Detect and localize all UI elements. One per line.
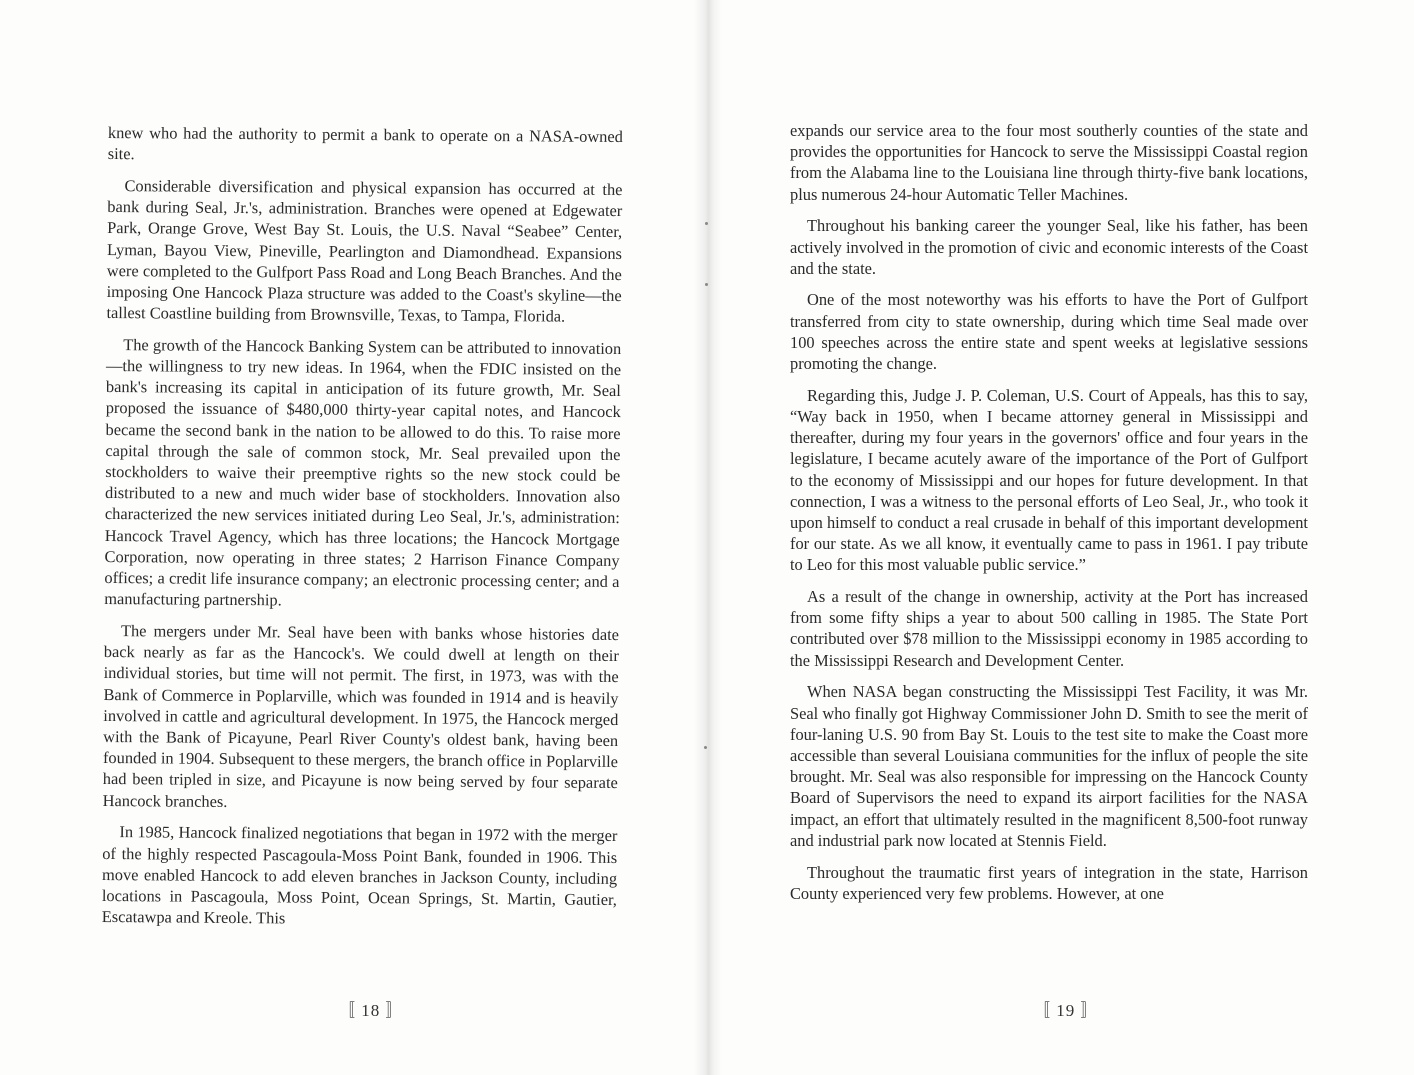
paragraph: One of the most noteworthy was his efforts to have the Port of Gulfport transferred from city to state ownership, during which time Seal made over 100 speeches across the entire state and spent weeks at legislative sessions promoting the change. [790, 290, 1308, 374]
right-page-text [790, 120, 1308, 914]
paragraph: When NASA began constructing the Mississippi Test Facility, it was Mr. Seal who finally got Highway Commissioner John D. Smith to see the merit of four-laning U.S. 90 from Bay St. Louis to the test site to make the Coast more accessible than several Louisiana communities for the influx of people the site brought. Mr. Seal was also responsible for impressing on the Hancock County Board of Supervisors the need to expand its airport facilities for the NASA impact, an effort that ultimately resulted in the magnificent 8,500-foot runway and industrial park now located at Stennis Field. [790, 682, 1308, 850]
paper-speck [705, 283, 708, 286]
paragraph: The mergers under Mr. Seal have been with banks whose histories date back nearly as far as the Hancock's. We could dwell at length on their individual stories, but time will not permit. The first, in 1973, was with the Bank of Commerce in Poplarville, which was founded in 1914 and is heavily involved in cattle and agricultural development. In 1975, the Hancock merged with the Bank of Picayune, Pearl River County's oldest bank, having been founded in 1904. Subsequent to these mergers, the branch office in Poplarville had been tripled in size, and Picayune is now being served by four separate Hancock branches. [102, 621, 620, 811]
page-number: 〚 19 〛 [1033, 1001, 1099, 1020]
left-page-text [102, 122, 623, 942]
paragraph: The growth of the Hancock Banking System can be attributed to innovation—the willingness to try new ideas. In 1964, when the FDIC insisted on the bank's increasing its capital in anticipation of its future growth, Mr. Seal proposed the issuance of $480,000 thirty-year capital notes, and Hancock became the second bank in the nation to be allowed to do this. To raise more capital through the sale of common stock, Mr. Seal prevailed upon the stockholders to waive their preemptive rights so the new stock could be distributed to a new and much wider base of stockholders. Innovation also characterized the new services initiated during Leo Seal, Jr.'s, administration: Hancock Travel Agency, which has three locations; the Hancock Mortgage Corporation, now operating in three states; 2 Harrison Finance Company offices; a credit life insurance company; an electronic processing center; and a manufacturing partnership. [104, 334, 622, 610]
paragraph: knew who had the authority to permit a bank to operate on a NASA-owned site. [107, 122, 623, 164]
paragraph: Throughout the traumatic first years of integration in the state, Harrison County experienced very few problems. However, at one [790, 862, 1308, 903]
left-page [0, 0, 706, 1075]
paragraph: In 1985, Hancock finalized negotiations that began in 1972 with the merger of the highly respected Pascagoula-Moss Point Bank, founded in 1906. This move enabled Hancock to add eleven branches in Jackson County, including locations in Pascagoula, Moss Point, Ocean Springs, St. Martin, Gautier, Escatawpa and Kreole. This [101, 822, 618, 928]
paper-speck [704, 746, 707, 749]
book-gutter [694, 0, 722, 1075]
paragraph: Considerable diversification and physical expansion has occurred at the bank during Seal, Jr.'s, administration. Branches were opened at Edgewater Park, Orange Grove, West Bay St. Louis, the U.S. Naval “Seabee” Center, Lyman, Bayou View, Pineville, Pearlington and Diamondhead. Expansions were completed to the Gulfport Pass Road and Long Beach Branches. And the imposing One Hancock Plaza structure was added to the Coast's skyline—the tallest Coastline building from Brownsville, Texas, to Tampa, Florida. [106, 176, 623, 326]
paper-speck [705, 222, 708, 225]
paragraph: As a result of the change in ownership, activity at the Port has increased from some fifty ships a year to about 500 calling in 1985. The State Port contributed over $78 million to the Mississippi economy in 1985 according to the Mississippi Research and Development Center. [790, 587, 1308, 670]
right-page [706, 0, 1414, 1075]
page-number: 〚 18 〛 [338, 1001, 404, 1020]
paragraph: Throughout his banking career the younger Seal, like his father, has been actively involved in the promotion of civic and economic interests of the Coast and the state. [790, 216, 1308, 278]
paragraph: Regarding this, Judge J. P. Coleman, U.S. Court of Appeals, has this to say, “Way back in 1950, when I became attorney general in Mississippi and thereafter, during my four years in the governors' office and four years in the legislature, I became acutely aware of the importance of the Port of Gulfport to the economy of Mississippi and our hopes for future development. In that connection, I was a witness to the personal efforts of Leo Seal, Jr., who took it upon himself to conduct a real crusade in behalf of this important development for our state. As we all know, it eventually came to pass in 1961. I pay tribute to Leo for this most valuable public service.” [790, 385, 1308, 575]
paragraph: expands our service area to the four most southerly counties of the state and provides the opportunities for Hancock to serve the Mississippi Coastal region from the Alabama line to the Louisiana line through thirty-five bank locations, plus numerous 24-hour Automatic Teller Machines. [790, 121, 1308, 204]
